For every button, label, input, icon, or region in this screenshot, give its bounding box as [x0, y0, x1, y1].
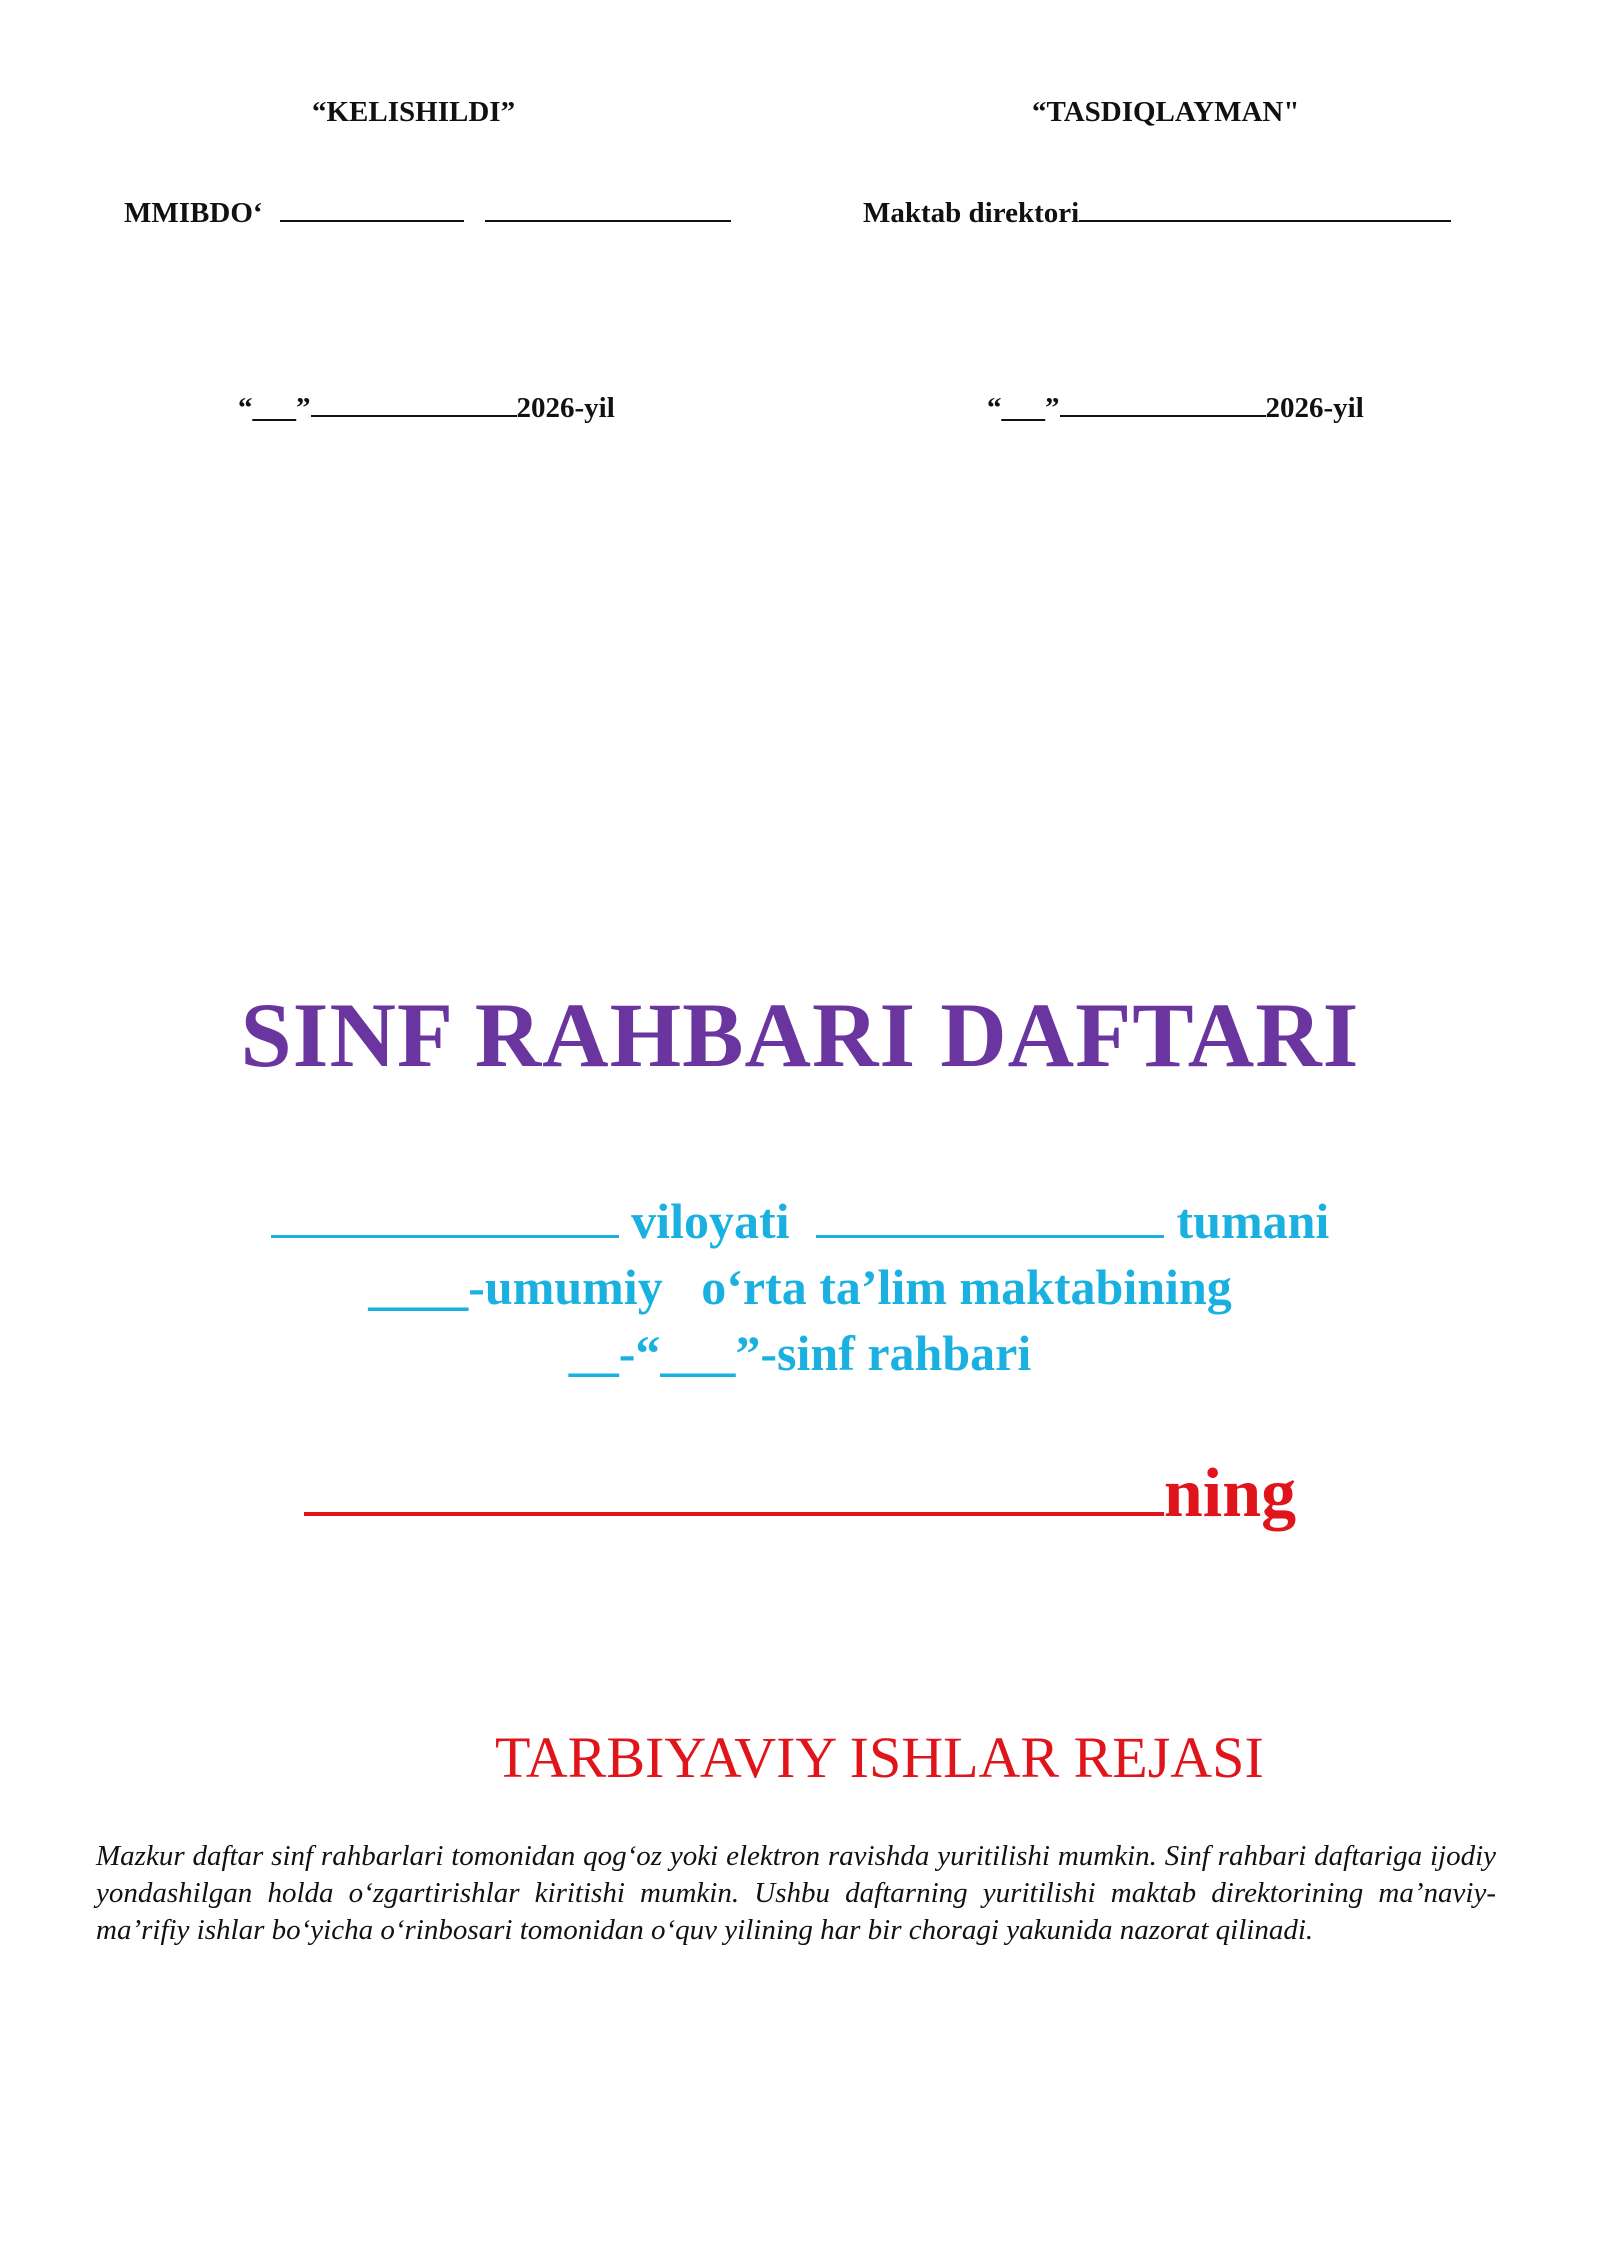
name-blank [485, 196, 731, 222]
mmibdo-signature-line [124, 196, 731, 230]
director-blank [1079, 196, 1451, 222]
right-date-year: 2026-yil [1265, 392, 1364, 424]
director-label: Maktab direktori [863, 197, 1080, 229]
note-paragraph: Mazkur daftar sinf rahbarlari tomonidan qog‘oz yoki elektron ravishda yuritilishi mumkin. Sinf rahbari daftariga ijodiy yondashilgan holda o‘zgartirishlar kiritishi mumkin. Ushbu daftarning yuritilishi maktab direktorining ma’naviy-ma’rifiy ishlar bo‘yicha o‘rinbosari tomonidan o‘quv yilining har bir choragi yakunida nazorat qilinadi. [96, 1840, 1496, 1946]
left-date-year: 2026-yil [516, 392, 615, 424]
class-line [0, 1324, 1600, 1382]
region-label: viloyati [631, 1193, 790, 1249]
right-date-line [987, 391, 1364, 425]
signature-blank [280, 196, 464, 222]
tasdiqlayman-heading: “TASDIQLAYMAN" [1032, 96, 1300, 128]
left-date-line [238, 391, 615, 425]
owner-name-blank [304, 1452, 1164, 1516]
school-line [0, 1258, 1600, 1316]
region-blank [271, 1195, 619, 1238]
left-date-month-blank [311, 391, 517, 417]
right-date-day: “___” [987, 392, 1060, 424]
district-label: tumani [1176, 1193, 1330, 1249]
region-district-line [0, 1192, 1600, 1250]
left-date-day: “___” [238, 392, 311, 424]
school-type: o‘rta ta’lim maktabining [701, 1259, 1232, 1315]
owner-suffix: ning [1163, 1455, 1297, 1532]
right-date-month-blank [1060, 391, 1266, 417]
class-label: __-“___”-sinf rahbari [568, 1325, 1032, 1381]
kelishildi-heading: “KELISHILDI” [312, 96, 516, 128]
mmibdo-label: MMIBDO‘ [124, 197, 263, 229]
subtitle: TARBIYAVIY ISHLAR REJASI [495, 1725, 1264, 1790]
owner-name-line [0, 1452, 1600, 1534]
director-signature-line [863, 196, 1451, 230]
page-title: SINF RAHBARI DAFTARI [240, 984, 1360, 1086]
district-blank [816, 1195, 1164, 1238]
school-number: ____-umumiy [368, 1259, 663, 1315]
